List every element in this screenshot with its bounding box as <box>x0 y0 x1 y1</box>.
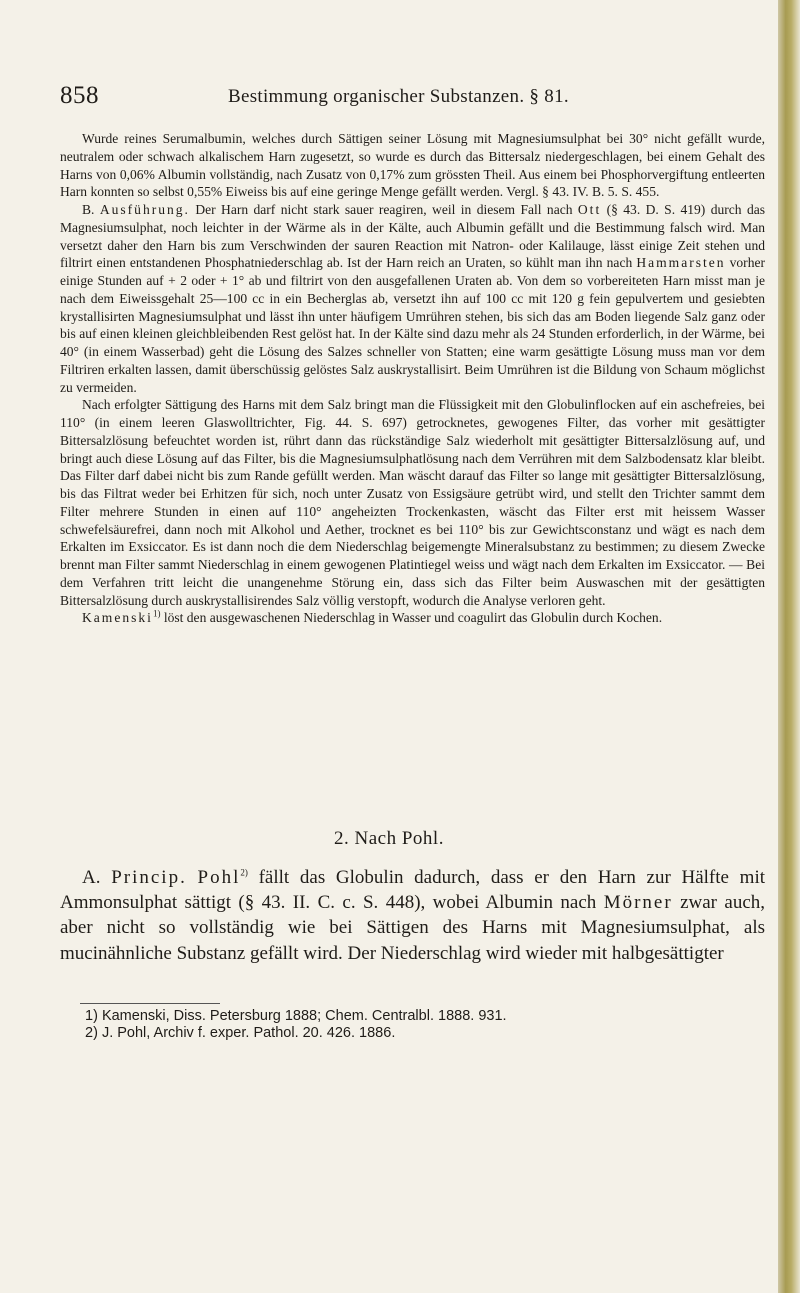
footnote-ref: 2) <box>240 867 248 878</box>
footnote <box>85 1008 755 1025</box>
footnote-mark: 2) <box>85 1025 98 1041</box>
author-name: Ott <box>577 202 602 217</box>
text-run: fällt das Globulin dadurch, dass er den Harn zur Hälfte mit Ammonsulphat sättigt (§ 43. II. C. c. S. 448), wobei Albumin nach <box>60 867 766 914</box>
footnote-text: J. Pohl, Archiv f. exper. Pathol. 20. 426. 1886. <box>101 1025 396 1041</box>
footnote <box>85 1025 755 1042</box>
footnote-mark: 1) <box>85 1008 98 1024</box>
text-run: zwar auch, aber nicht so vollständig wie bei Sättigen des Harns mit Magnesiumsulphat, als mucinähnliche Substanz gefällt wird. Der Niederschlag wird wieder mit halbgesättigter <box>60 892 765 964</box>
author-name: Kamenski <box>82 610 153 626</box>
author-name: Pohl <box>197 867 241 888</box>
text-run: löst den ausgewaschenen Niederschlag in Wasser und coagulirt das Globulin durch Kochen. <box>160 610 663 626</box>
subsection-label: B. <box>82 202 100 217</box>
principle-text <box>60 865 765 966</box>
footnote-rule <box>80 1003 220 1004</box>
paragraph-ausfuehrung <box>60 201 765 396</box>
page-edge <box>778 0 800 1293</box>
paragraph-princip <box>60 865 765 966</box>
subsection-heading: Ausführung. <box>99 202 190 217</box>
running-title: Bestimmung organischer Substanzen. § 81. <box>228 86 569 107</box>
section-heading: 2. Nach Pohl. <box>334 828 444 849</box>
paragraph-kamenski <box>60 609 765 627</box>
text-run: vorher einige Stunden auf + 2 oder + 1° ab und filtrirt von den ausgefallenen Uraten ab. Von dem so vorbereiteten Harn misst man je nach dem Eiweissgehalt 25—100 cc in ein Becherglas ab, versetzt ihn auf 100 cc mit 120 g fein gepulvertem und gesiebten krystallisirten Magnesiumsulphat und lässt ihn unter häufigem Umrühren stehen, bis sich das am Boden liegende Salz ganz oder bis auf einen kleinen gleichbleibenden Rest gelöst hat. In der Kälte sind dazu mehr als 24 Stunden erforderlich, in der Wärme, bei 40° (in einem Wasserbad) geht die Lösung des Salzes schneller von Statten; eine warm gesättigte Lösung muss man vor dem Filtriren erkalten lassen, damit überschüssig gelöstes Salz auskrystallisirt. Beim Umrühren ist die Bildung von Schaum möglichst zu vermeiden. <box>60 255 765 395</box>
text-run: Der Harn darf nicht stark sauer reagiren, weil in diesem Fall nach <box>189 202 578 217</box>
text-run: (§ 43. D. S. 419) durch das Magnesiumsulphat, noch leichter in der Wärme als in der Kälte, auch Albumin gefällt und die Bestimmung falsch wird. Man versetzt daher den Harn bis zum Verschwinden der sauren Reaction mit Natron- oder Kalilauge, lässt einige Zeit stehen und filtrirt einen entstandenen Phosphatniederschlag ab. Ist der Harn reich an Uraten, so kühlt man ihn nach <box>60 202 766 271</box>
main-text <box>60 130 765 627</box>
subsection-heading: Princip. <box>111 867 187 888</box>
author-name: Hammarsten <box>636 255 726 271</box>
footnote-ref: 1) <box>152 608 161 619</box>
page-number: 858 <box>60 82 99 109</box>
paragraph-serumalbumin: Wurde reines Serumalbumin, welches durch Sättigen seiner Lösung mit Magnesiumsulphat bei 30° nicht gefällt wurde, neutralem oder schwach alkalischem Harn zugesetzt, so wurde es durch das Bittersalz niedergeschlagen, bei einem Gehalt des Harns von 0,06% Albumin vollständig, nach Zusatz von 0,17% zum grössten Theil. Aus einem bei Phosphorvergiftung entleerten Harn konnten so selbst 0,55% Eiweiss bis auf eine geringe Menge gefällt werden. Vergl. § 43. IV. B. 5. S. 455. <box>60 131 765 200</box>
paragraph-saettigung: Nach erfolgter Sättigung des Harns mit dem Salz bringt man die Flüssigkeit mit den Globulinflocken auf ein aschefreies, bei 110° (in einem leeren Glaswolltrichter, Fig. 44. S. 697) getrocknetes, gewogenes Filter, das vorher mit gesättigter Bittersalzlösung befeuchtet worden ist, rührt dann das rückständige Salz wiederholt mit gesättigter Bittersalzlösung auf, und bringt auch diese Lösung auf das Filter, bis die Magnesiumsulphatlösung nach dem Verrühren mit dem Salzbodensatz klar bleibt. Das Filter darf dabei nicht bis zum Rande gefüllt werden. Man wäscht darauf das Filter so lange mit gesättigter Bittersalzlösung, bis das Filtrat weder bei Erhitzen für sich, noch unter Zusatz von Essigsäure getrübt wird, und stellt den Trichter sammt dem Filter mehrere Stunden in einen auf 110° angeheizten Trockenkasten, wäscht das Filter erst mit heissem Wasser schwefelsäurefrei, dann noch mit Alkohol und Aether, trocknet es bei 110° bis zur Gewichtsconstanz und wägt es nach dem Erkalten im Exsiccator. Es ist dann noch die dem Niederschlag beigemengte Mineralsubstanz zu bestimmen; zu diesem Zwecke brennt man Filter sammt Niederschlag in einem gewogenen Platintiegel weiss und wägt nach dem Erkalten im Exsiccator. — Bei dem Verfahren tritt leicht die unangenehme Störung ein, dass sich das Filter beim Auswaschen mit der gesättigten Bittersalzlösung durch auskrystallisirendes Salz völlig verstopft, wodurch die Analyse verloren geht. <box>60 397 765 608</box>
footnote-text: Kamenski, Diss. Petersburg 1888; Chem. Centralbl. 1888. 931. <box>101 1008 507 1024</box>
author-name: Mörner <box>603 892 673 914</box>
page-header <box>60 82 760 112</box>
footnotes <box>85 1008 755 1042</box>
subsection-label: A. <box>82 867 112 888</box>
